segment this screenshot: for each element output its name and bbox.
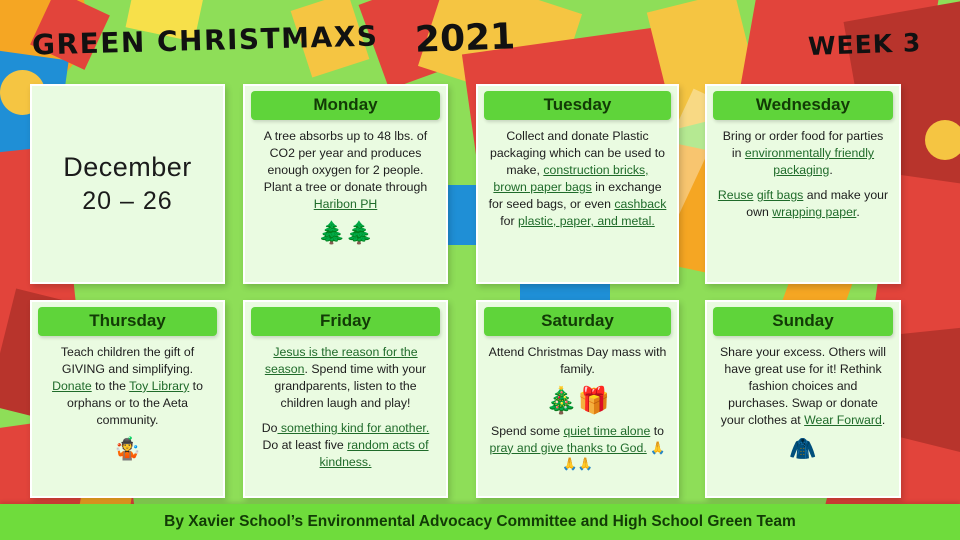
poster-year: 2021 <box>414 16 516 61</box>
day-card-body <box>717 344 889 461</box>
resource-link[interactable]: random acts of kindness. <box>319 437 429 469</box>
decorative-shape <box>925 120 960 160</box>
day-card-body <box>488 128 667 230</box>
resource-link[interactable]: environmentally friendly packaging <box>744 145 875 177</box>
day-card-paragraph <box>488 344 667 378</box>
resource-link[interactable]: brown paper bags <box>493 179 592 194</box>
body-text: Do at least five <box>262 437 348 452</box>
day-card-tuesday <box>476 84 679 284</box>
decorative-emoji: 🧥 <box>789 435 817 461</box>
day-card-paragraph <box>717 128 889 179</box>
body-text: Do <box>261 420 278 435</box>
day-card-paragraph <box>488 423 667 474</box>
day-card-body <box>488 344 667 473</box>
body-text: 🙏🙏🙏 <box>562 440 666 472</box>
day-card-sunday <box>705 300 901 498</box>
day-card-paragraph <box>255 344 436 412</box>
day-card-thursday <box>30 300 225 498</box>
day-card-header: Sunday <box>713 307 893 336</box>
resource-link[interactable]: pray and give thanks to God. <box>489 440 647 455</box>
day-card-paragraph <box>488 128 667 230</box>
resource-link[interactable]: quiet time alone <box>563 423 651 438</box>
day-card-paragraph <box>42 344 213 429</box>
day-card-saturday <box>476 300 679 498</box>
poster-week-label: WEEK 3 <box>807 28 922 61</box>
body-text: to orphans or to the Aeta community. <box>66 378 203 427</box>
day-card-paragraph <box>255 420 436 471</box>
day-card-friday <box>243 300 448 498</box>
body-text: Bring or order food for parties in <box>722 129 884 160</box>
poster-title: GREEN CHRISTMAXS <box>31 19 379 62</box>
body-text: . Spend time with your grandparents, listen to the children laugh and play! <box>274 361 427 410</box>
resource-link[interactable]: Donate <box>52 378 92 393</box>
footer-bar <box>0 504 960 540</box>
day-card-wednesday <box>705 84 901 284</box>
day-card-body <box>717 128 889 221</box>
decorative-emoji: 🎄🎁 <box>545 384 610 415</box>
resource-link[interactable]: Wear Forward <box>804 412 882 427</box>
resource-link[interactable]: construction bricks, <box>543 162 649 177</box>
day-card-body <box>42 344 213 461</box>
day-card-body <box>255 344 436 471</box>
body-text: Spend some <box>491 423 564 438</box>
resource-link[interactable]: Haribon PH <box>313 196 378 211</box>
resource-link[interactable]: Jesus is the reason for the season <box>264 345 418 376</box>
body-text: for <box>500 213 519 228</box>
day-card-header: Saturday <box>484 307 671 336</box>
body-text: Share your excess. Others will have great use for it! Rethink fashion choices and purchases. Swap or donate your clothes at <box>719 345 887 427</box>
day-card-paragraph <box>717 344 889 429</box>
decorative-emoji: 🤹 <box>113 435 142 461</box>
body-text: . <box>881 412 886 427</box>
body-text: to <box>650 423 664 438</box>
body-text: Collect and donate Plastic packaging which can be used to make, <box>489 129 665 177</box>
resource-link[interactable]: wrapping paper <box>772 204 857 219</box>
resource-link[interactable]: Reuse <box>717 187 754 202</box>
resource-link[interactable]: cashback <box>614 196 667 211</box>
day-card-monday <box>243 84 448 284</box>
body-text: . <box>829 162 833 177</box>
body-text: A tree absorbs up to 48 lbs. of CO2 per year and produces enough oxygen for 2 people. Plant a tree or donate through <box>263 129 428 194</box>
body-text: Teach children the gift of GIVING and simplifying. <box>60 345 195 376</box>
day-card-paragraph <box>717 187 889 221</box>
date-card <box>30 84 225 284</box>
body-text: and make your own <box>746 187 889 219</box>
body-text: to the <box>91 378 130 393</box>
day-card-header: Thursday <box>38 307 217 336</box>
day-card-header: Wednesday <box>713 91 893 120</box>
day-card-header: Friday <box>251 307 440 336</box>
body-text: . <box>856 204 860 219</box>
date-card-range: 20 – 26 <box>82 187 173 215</box>
body-text: Attend Christmas Day mass with family. <box>488 345 667 376</box>
day-card-paragraph <box>255 128 436 213</box>
date-card-month: December <box>63 152 192 182</box>
resource-link[interactable]: something kind for another. <box>277 420 430 435</box>
footer-credit: By Xavier School’s Environmental Advocacy Committee and High School Green Team <box>164 513 796 530</box>
day-card-body <box>255 128 436 245</box>
day-card-header: Tuesday <box>484 91 671 120</box>
resource-link[interactable]: plastic, paper, and metal. <box>518 213 655 228</box>
resource-link[interactable]: Toy Library <box>129 378 190 393</box>
day-card-header: Monday <box>251 91 440 120</box>
resource-link[interactable]: gift bags <box>756 187 804 202</box>
decorative-emoji: 🌲🌲 <box>318 219 373 245</box>
body-text: in exchange for seed bags, or even <box>488 179 662 211</box>
